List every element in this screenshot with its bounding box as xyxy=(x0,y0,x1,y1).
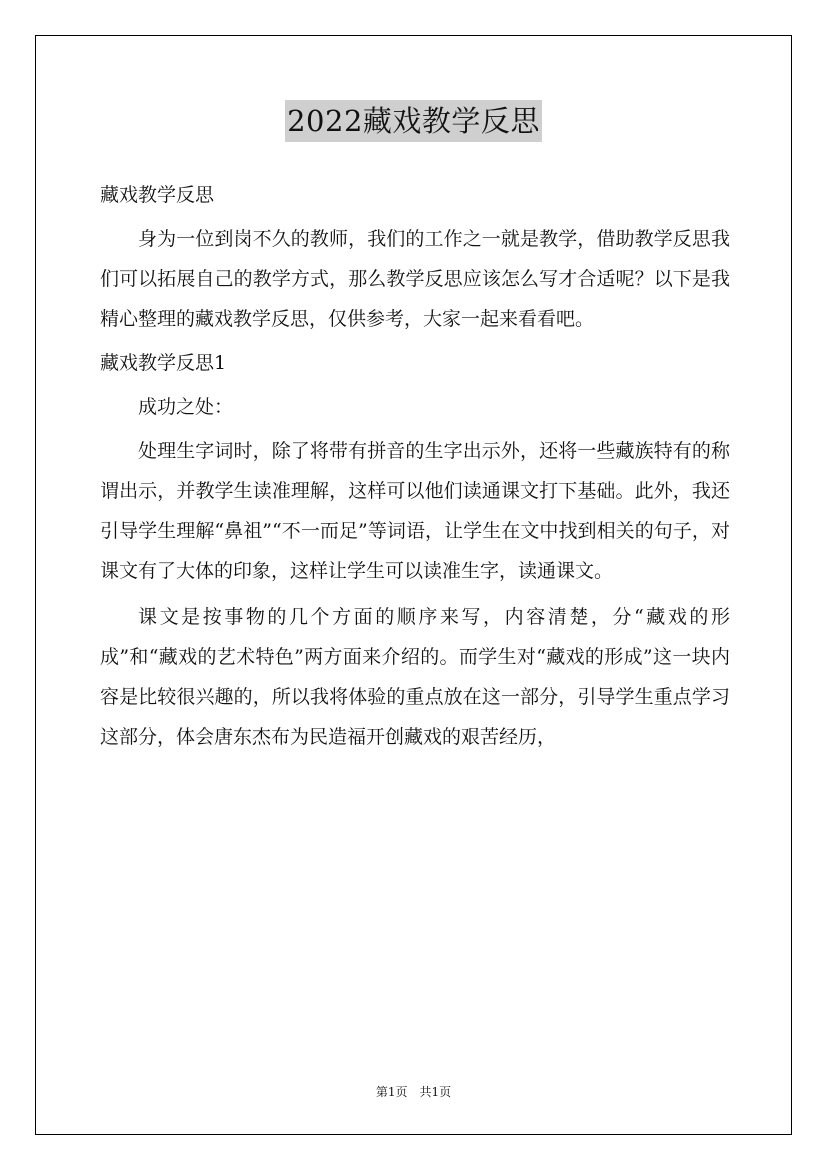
page-total: 共1页 xyxy=(419,1085,452,1099)
page-footer xyxy=(0,1084,827,1100)
intro-paragraph: 身为一位到岗不久的教师，我们的工作之一就是教学，借助教学反思我们可以拓展自己的教学方式，那么教学反思应该怎么写才合适呢？以下是我精心整理的藏戏教学反思，仅供参考，大家一起来看看吧。 xyxy=(100,228,730,330)
section-heading-1: 藏戏教学反思1 xyxy=(100,352,227,374)
subheading-success: 成功之处： xyxy=(138,396,234,418)
section-heading: 藏戏教学反思 xyxy=(100,184,215,206)
document-body xyxy=(100,175,730,757)
page-number: 第1页 xyxy=(375,1085,408,1099)
body-paragraph-vocabulary: 处理生字词时，除了将带有拼音的生字出示外，还将一些藏族特有的称谓出示，并教学生读准理解，这样可以他们读通课文打下基础。此外，我还引导学生理解“鼻祖”“不一而足”等词语，让学生在文中找到相关的句子，对课文有了大体的印象，这样让学生可以读准生字，读通课文。 xyxy=(100,440,730,582)
body-paragraph-structure: 课文是按事物的几个方面的顺序来写，内容清楚，分“藏戏的形成”和“藏戏的艺术特色”两方面来介绍的。而学生对“藏戏的形成”这一块内容是比较很兴趣的，所以我将体验的重点放在这一部分，引导学生重点学习这部分，体会唐东杰布为民造福开创藏戏的艰苦经历， xyxy=(100,606,730,748)
document-title: 2022藏戏教学反思 xyxy=(285,100,542,142)
title-container xyxy=(0,100,827,142)
